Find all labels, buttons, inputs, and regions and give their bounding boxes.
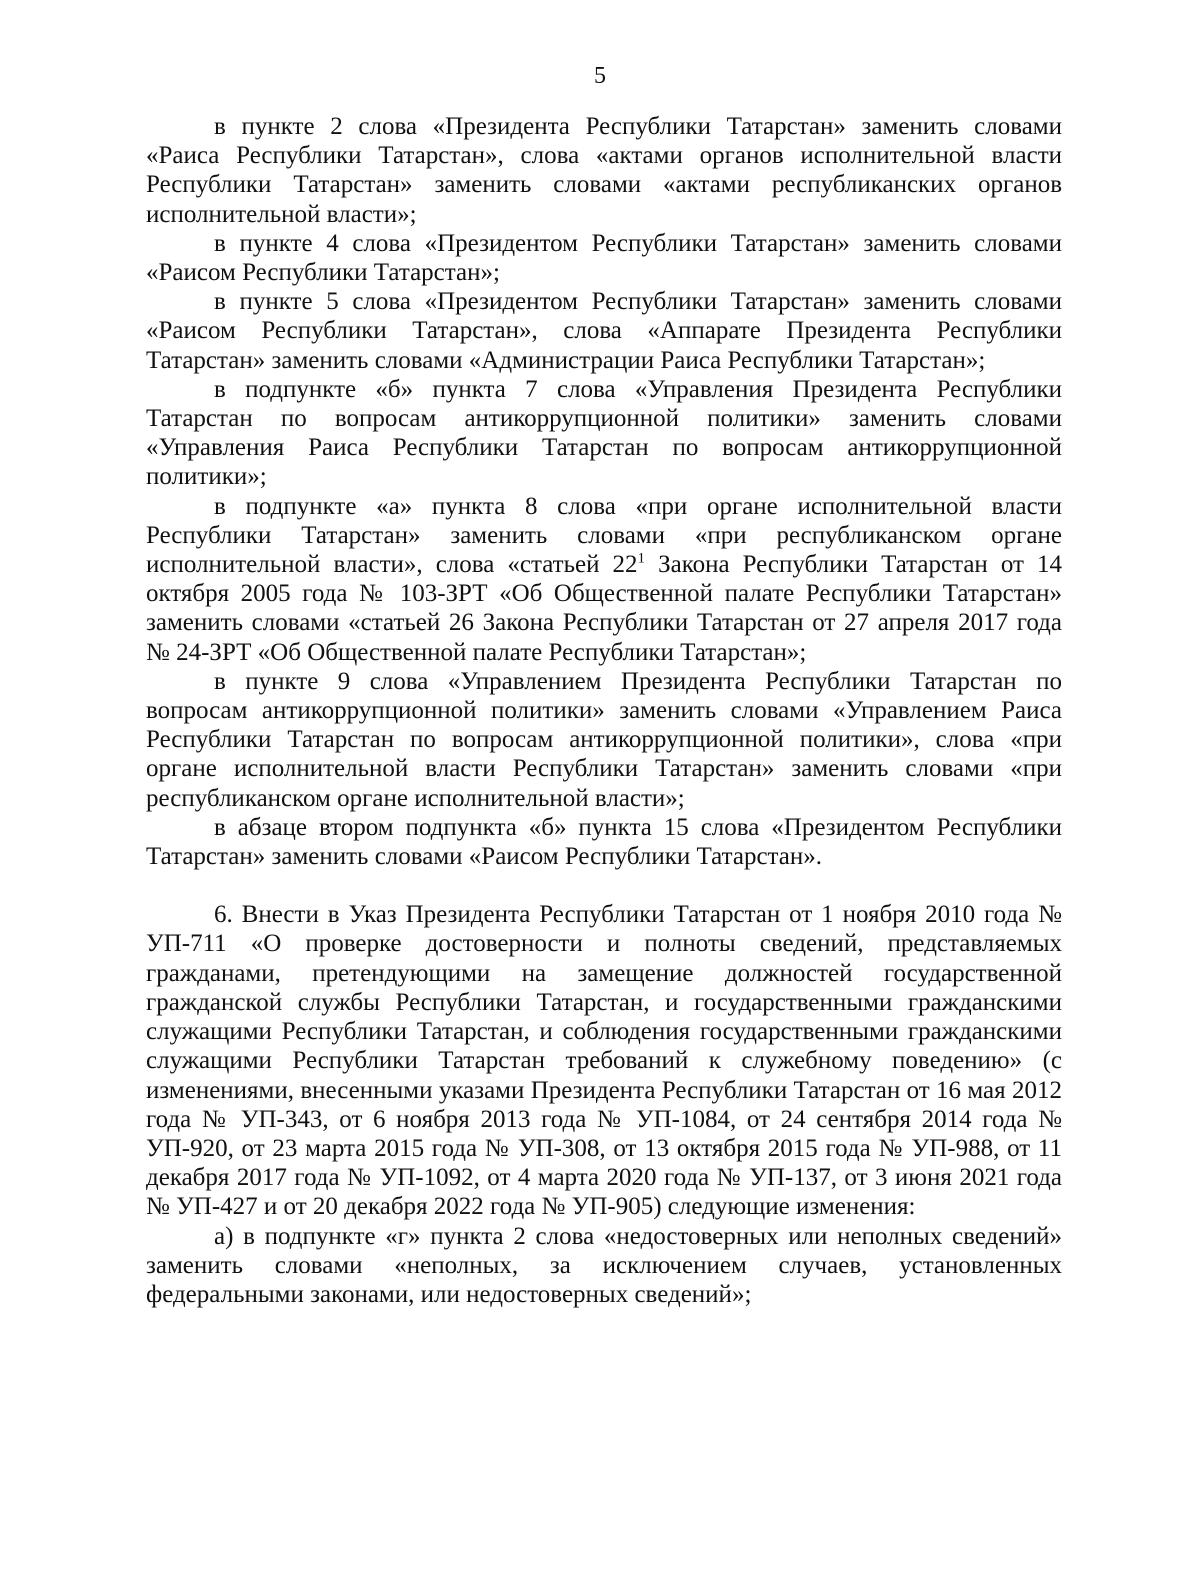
paragraph-item-15b-amendment: в абзаце втором подпункта «б» пункта 15 слова «Президентом Республики Татарстан» заменить словами «Раисом Республики Татарстан». [146, 813, 1062, 871]
paragraph-item-5-amendment: в пункте 5 слова «Президентом Республики Татарстан» заменить словами «Раисом Республики Татарстан», слова «Аппарате Президента Республики Татарстан» заменить словами «Администрации Раиса Республики Татарстан»; [146, 288, 1062, 374]
paragraph-item-2-amendment: в пункте 2 слова «Президента Республики Татарстан» заменить словами «Раиса Республики Татарстан», слова «актами органов исполнительной власти Республики Татарстан» заменить словами «актами республиканских органов исполнительной власти»; [146, 113, 1062, 228]
page-number: 5 [594, 63, 606, 89]
paragraph-item-8a-text-end: Закона Республики Татарстан от 14 октября 2005 года № 103-ЗРТ «Об Общественной палате Республики Татарстан» заменить словами «статьей 26 Закона Республики Татарстан от 27 апреля 2017 года № 24-ЗРТ «Об Общественной палате Республики Татарстан»; [146, 551, 1062, 666]
paragraph-item-7b-amendment: в подпункте «б» пункта 7 слова «Управления Президента Республики Татарстан по вопросам антикоррупционной политики» заменить словами «Управления Раиса Республики Татарстан по вопросам антикоррупционной политики»; [146, 375, 1062, 491]
superscript-article-number: 1 [637, 550, 646, 567]
paragraph-item-8a-amendment [146, 492, 1062, 667]
paragraph-item-9-amendment: в пункте 9 слова «Управлением Президента Республики Татарстан по вопросам антикоррупционной политики» заменить словами «Управлением Раиса Республики Татарстан по вопросам антикоррупционной политики», слова «при органе исполнительной власти Республики Татарстан» заменить словами «при республиканском органе исполнительной власти»; [146, 667, 1062, 812]
paragraph-item-8a-text-start: в подпункте «а» пункта 8 слова «при органе исполнительной власти Республики Татарстан» заменить словами «при республиканском органе исполнительной власти», слова «статьей 22 [146, 492, 1062, 579]
paragraph-section-6: 6. Внести в Указ Президента Республики Татарстан от 1 ноября 2010 года № УП-711 «О проверке достоверности и полноты сведений, представляемых гражданами, претендующими на замещение должностей государственной гражданской службы Республики Татарстан, и государственными гражданскими служащими Республики Татарстан, и соблюдения государственными гражданскими служащими Республики Татарстан требований к служебному поведению» (с изменениями, внесенными указами Президента Республики Татарстан от 16 мая 2012 года № УП-343, от 6 ноября 2013 года № УП-1084, от 24 сентября 2014 года № УП-920, от 23 марта 2015 года № УП-308, от 13 октября 2015 года № УП-988, от 11 декабря 2017 года № УП-1092, от 4 марта 2020 года № УП-137, от 3 июня 2021 года № УП-427 и от 20 декабря 2022 года № УП-905) следующие изменения: [146, 901, 1062, 1221]
document-body [146, 112, 1062, 1309]
paragraph-item-4-amendment: в пункте 4 слова «Президентом Республики Татарстан» заменить словами «Раисом Республики Татарстан»; [146, 229, 1062, 287]
paragraph-section-6a: а) в подпункте «г» пункта 2 слова «недостоверных или неполных сведений» заменить словами «неполных, за исключением случаев, установленных федеральными законами, или недостоверных сведений»; [146, 1222, 1062, 1308]
